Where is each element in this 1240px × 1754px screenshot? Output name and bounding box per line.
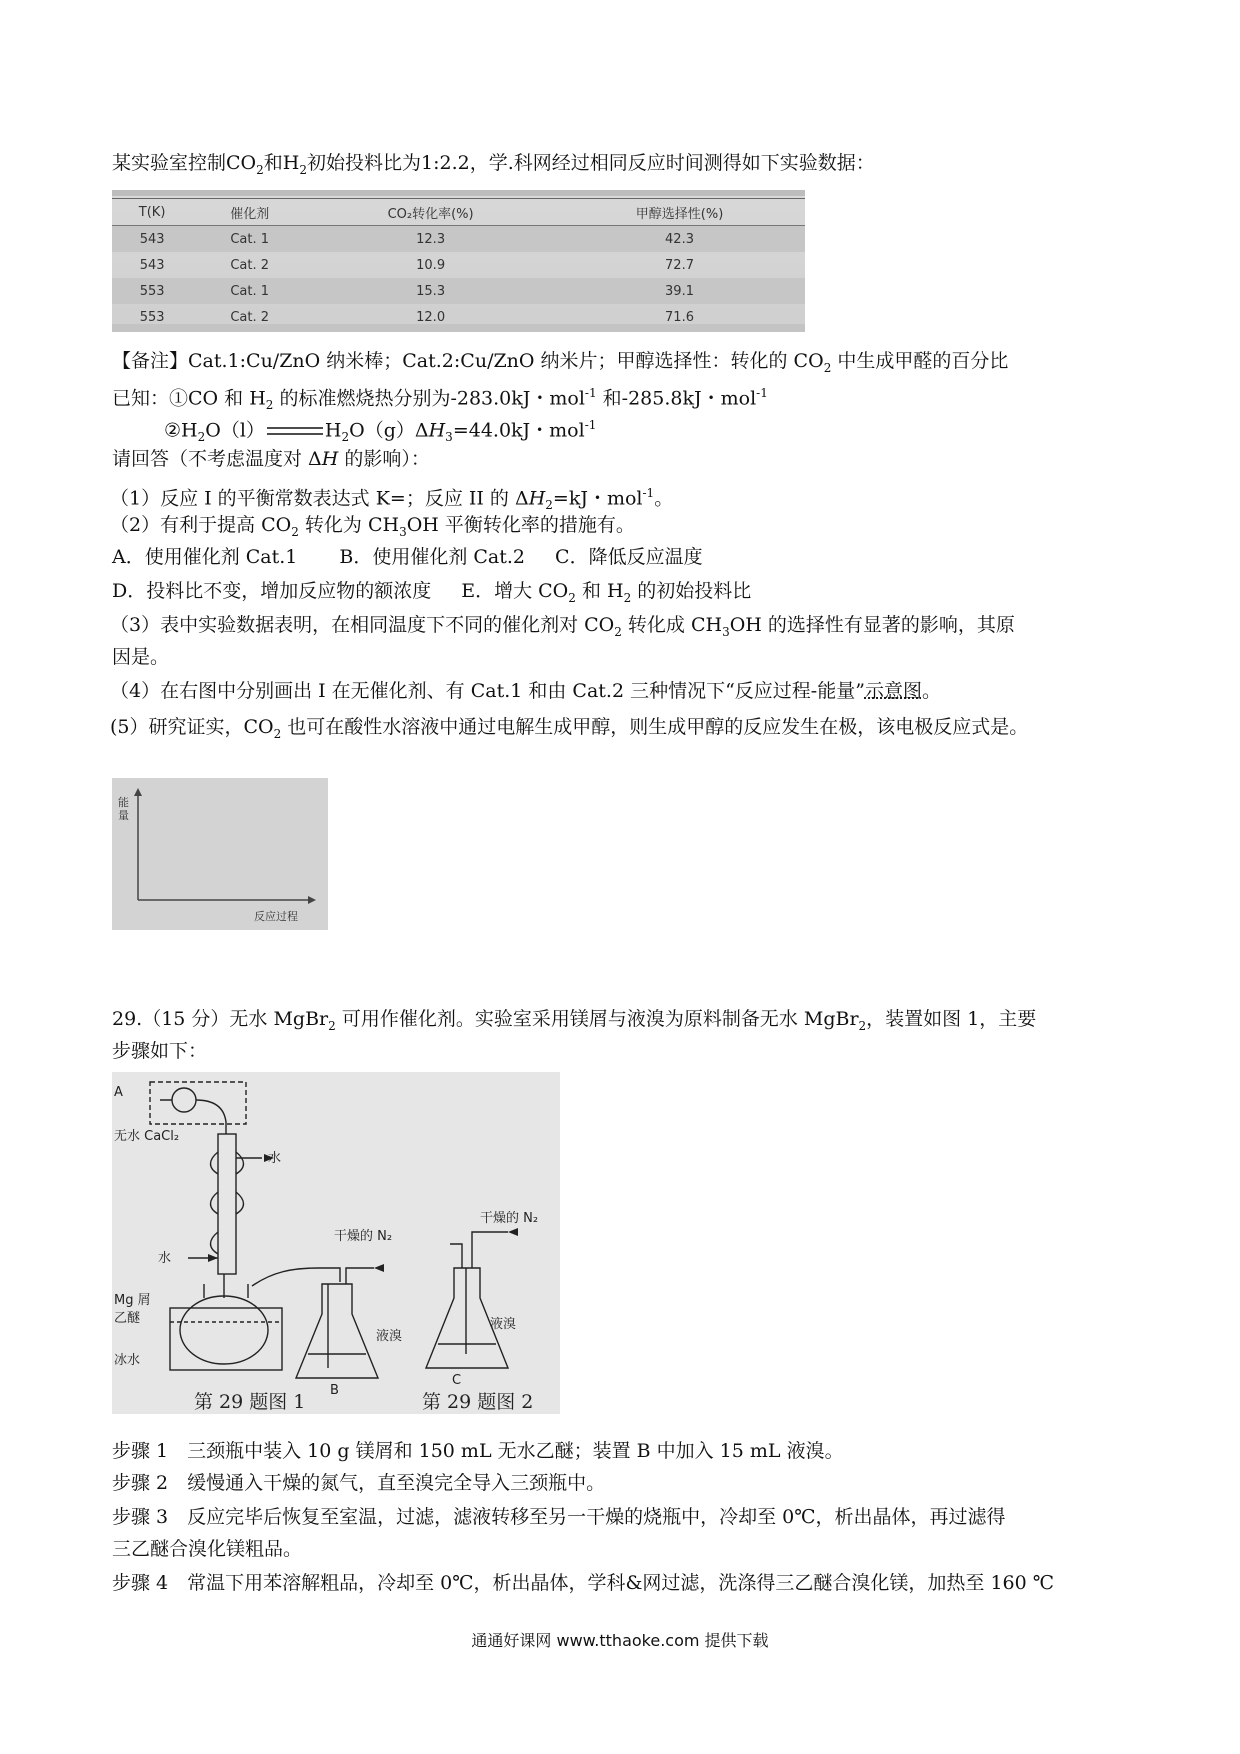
cell: 543: [139, 257, 165, 273]
cell: 15.3: [307, 278, 554, 304]
label-water-in: 水: [158, 1251, 172, 1266]
label-ice-water: 冰水: [114, 1353, 141, 1368]
label-cacl2: 无水 CaCl₂: [114, 1129, 180, 1144]
options-row-1: A．使用催化剂 Cat.1 B．使用催化剂 Cat.2 C．降低反应温度: [112, 546, 703, 568]
cell: Cat. 1: [192, 226, 307, 253]
equals-arrow-icon: [265, 424, 325, 438]
cell: 10.9: [416, 257, 446, 273]
cell: 12.0: [307, 304, 554, 331]
header-co2-conversion: CO₂转化率(%): [307, 199, 554, 226]
label-mg: Mg 屑: [114, 1293, 151, 1308]
question-3-cont: 因是。: [112, 646, 170, 668]
note-text: 【备注】Cat.1:Cu/ZnO 纳米棒；Cat.2:Cu/ZnO 纳米片；甲醇选择性：转化的 $CO_2$ 中生成甲醛的百分比: [112, 350, 1009, 375]
cell: 553: [112, 278, 192, 304]
problem-29-cont: 步骤如下：: [112, 1040, 208, 1062]
intro-text: 某实验室控制$CO_2$和$H_2$初始投料比为1:2.2，学.科网经过相同反应时间测得如下实验数据：: [112, 152, 875, 177]
table-row: [112, 226, 805, 253]
label-liquid-bromine-B: 液溴: [376, 1329, 403, 1344]
table-row: [112, 278, 805, 304]
header-catalyst: 催化剂: [192, 199, 307, 226]
question-intro: 请回答（不考虑温度对 ΔH 的影响）：: [112, 448, 430, 470]
cell: Cat. 1: [192, 278, 307, 304]
question-3: （3）表中实验数据表明，在相同温度下不同的催化剂对 $CO_2$ 转化成 $CH_3OH$ 的选择性有显著的影响，其原: [110, 614, 1015, 639]
cell: 39.1: [554, 278, 805, 304]
problem-29: 29.（15 分）无水 MgBr$_2$ 可用作催化剂。实验室采用镁屑与液溴为原料制备无水 MgBr$_2$，装置如图 1，主要: [112, 1008, 1037, 1033]
label-C: C: [452, 1373, 462, 1388]
step-4: 步骤 4 常温下用苯溶解粗品，冷却至 0℃，析出晶体，学科&网过滤，洗涤得三乙醚合溴化镁，加热至 160 ℃: [112, 1572, 1055, 1594]
cell: 42.3: [554, 226, 805, 253]
cell: 543: [112, 226, 192, 253]
table-header-row: [112, 199, 805, 226]
energy-diagram: [112, 778, 328, 930]
header-temperature: T(K): [112, 199, 192, 226]
caption-fig-2: 第 29 题图 2: [422, 1391, 534, 1413]
table-row: [112, 252, 805, 278]
label-A: A: [114, 1085, 123, 1100]
x-axis-label: 反应过程: [254, 910, 298, 923]
page-footer: 通通好课网 www.tthaoke.com 提供下载: [471, 1631, 769, 1650]
label-water-out: 水: [268, 1151, 282, 1166]
header-methanol-selectivity: 甲醇选择性(%): [554, 199, 805, 226]
question-4: （4）在右图中分别画出 I 在无催化剂、有 Cat.1 和由 Cat.2 三种情况下“反应过程-能量”示意图。: [110, 680, 941, 702]
label-dry-n2-B: 干燥的 N₂: [334, 1229, 393, 1244]
label-ether: 乙醚: [114, 1311, 141, 1326]
known-line-1: 已知：①CO 和 $H_2$ 的标准燃烧热分别为-283.0kJ・mol$^{-1}$ 和-285.8kJ・mol$^{-1}$: [112, 386, 768, 413]
question-2: （2）有利于提高 $CO_2$ 转化为 $CH_3OH$ 平衡转化率的措施有。: [110, 514, 635, 539]
step-3: 步骤 3 反应完毕后恢复至室温，过滤，滤液转移至另一干燥的烧瓶中，冷却至 0℃，析出晶体，再过滤得: [112, 1506, 1006, 1528]
question-1: （1）反应 I 的平衡常数表达式 K=；反应 II 的 $\Delta H_2=kJ$・mol$^{-1}$。: [110, 486, 674, 513]
options-row-2: D．投料比不变，增加反应物的额浓度 E．增大 $CO_2$ 和 $H_2$ 的初始投料比: [112, 580, 752, 605]
cell: Cat. 2: [230, 257, 270, 273]
table-cut-edge: [112, 324, 805, 332]
cell: 71.6: [554, 304, 805, 331]
known-line-2: $②H_2O(l)$ $H_2O(g)\Delta H_3=44.0kJ$・mol$^{-1}$: [164, 418, 597, 445]
label-dry-n2-C: 干燥的 N₂: [480, 1211, 539, 1226]
table-cut-edge: [112, 190, 805, 196]
label-liquid-bromine-C: 液溴: [490, 1317, 517, 1332]
cell: 12.3: [307, 226, 554, 253]
apparatus-drawing: [112, 1072, 560, 1414]
cell: 72.7: [665, 257, 694, 273]
experiment-data-table: [112, 190, 805, 332]
question-5: (5）研究证实，$CO_2$ 也可在酸性水溶液中通过电解生成甲醇，则生成甲醇的反应发生在极，该电极反应式是。: [110, 716, 1029, 741]
cell: Cat. 2: [192, 304, 307, 331]
apparatus-figure: [112, 1072, 560, 1414]
cell: 553: [112, 304, 192, 331]
y-axis-label: 能量: [118, 796, 129, 822]
step-3-cont: 三乙醚合溴化镁粗品。: [112, 1538, 303, 1560]
step-1: 步骤 1 三颈瓶中装入 10 g 镁屑和 150 mL 无水乙醚；装置 B 中加入 15 mL 液溴。: [112, 1440, 844, 1462]
caption-fig-1: 第 29 题图 1: [194, 1391, 306, 1413]
label-B: B: [330, 1383, 339, 1398]
step-2: 步骤 2 缓慢通入干燥的氮气，直至溴完全导入三颈瓶中。: [112, 1472, 606, 1494]
